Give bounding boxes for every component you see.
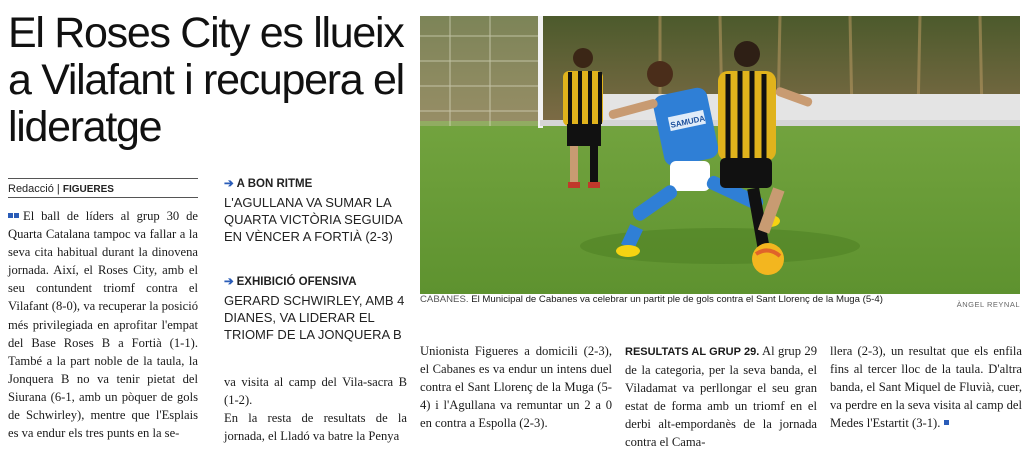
- body-text: El ball de líders al grup 30 de Quarta Catalana tampoc va fallar a la seva cita habitual durant la dinovena jornada. Així, el Roses City, amb el seu contundent triomf contra el Vilafant (8-0), va recuperar la posició més privilegiada en aprofitar l'empat del Base Roses B a Fortià (1-1). També a la part noble de la taula, la Jonquera B no va tenir pietat del Siurana (6-1, amb un pòquer de gols de Schwirley), mentre que l'Esplais es va endur els tres punts en la se-: [8, 209, 198, 441]
- byline-rule: [8, 197, 198, 198]
- paragraph-marker-icon: [14, 213, 19, 218]
- paragraph-marker-icon: [8, 213, 13, 218]
- byline-location: FIGUERES: [62, 184, 114, 195]
- body-text: llera (2-3), un resultat que els enfila fins al tercer lloc de la taula. D'altra banda, el Sant Miquel de Fluvià, cuer, va perdre en la seva visita al camp del Medes l'Estartit (3-1).: [830, 344, 1022, 431]
- section-subheading: RESULTATS AL GRUP 29.: [625, 346, 760, 358]
- body-column-5: [830, 342, 1022, 432]
- body-column-4: [625, 342, 817, 452]
- sidebar-item: [224, 176, 409, 245]
- body-column-3: [420, 342, 612, 432]
- sidebar-title: A BON RITME: [236, 178, 313, 190]
- body-text: En la resta de resultats de la jornada, el Lladó va batre la Penya: [224, 411, 407, 444]
- match-photo: [420, 16, 1020, 294]
- caption-lead: CABANES.: [420, 294, 469, 305]
- body-column-2: [224, 373, 407, 445]
- arrow-right-icon: ➔: [224, 178, 234, 190]
- byline: Redacció | FIGUERES: [8, 178, 198, 195]
- caption-text: El Municipal de Cabanes va celebrar un partit ple de gols contra el Sant Llorenç de la Muga (5-4): [471, 294, 883, 305]
- body-column-1: [8, 207, 198, 442]
- sidebar-title: EXHIBICIÓ OFENSIVA: [236, 276, 357, 288]
- byline-author: Redacció: [8, 183, 54, 195]
- arrow-right-icon: ➔: [224, 276, 234, 288]
- end-marker-icon: [944, 420, 949, 425]
- sidebar-text: L'AGULLANA VA SUMAR LA QUARTA VICTÒRIA SEGUIDA EN VÈNCER A FORTIÀ (2-3): [224, 195, 402, 244]
- body-text: va visita al camp del Vila-sacra B (1-2).: [224, 375, 407, 408]
- jersey-text: SAMUDA: [669, 113, 706, 130]
- sidebar-text: GERARD SCHWIRLEY, AMB 4 DIANES, VA LIDERAR EL TRIOMF DE LA JONQUERA B: [224, 293, 405, 342]
- body-text: Al grup 29 de la categoria, per la seva banda, el Viladamat va perllongar el seu gran estat de forma amb un triomf en el derbi alt-empordanès de la jornada contra el Cama-: [625, 344, 817, 450]
- photo-caption: [420, 294, 1020, 305]
- sidebar-item: [224, 274, 409, 343]
- photo-credit: ÀNGEL REYNAL: [956, 300, 1020, 309]
- body-text: Unionista Figueres a domicili (2-3), el Cabanes es va endur un intens duel contra el Sant Llorenç de la Muga (5-4) i l'Agullana va remuntar un 2 a 0 en contra a Espolla (2-3).: [420, 344, 612, 431]
- headline: El Roses City es llueix a Vilafant i recupera el lideratge: [8, 9, 404, 151]
